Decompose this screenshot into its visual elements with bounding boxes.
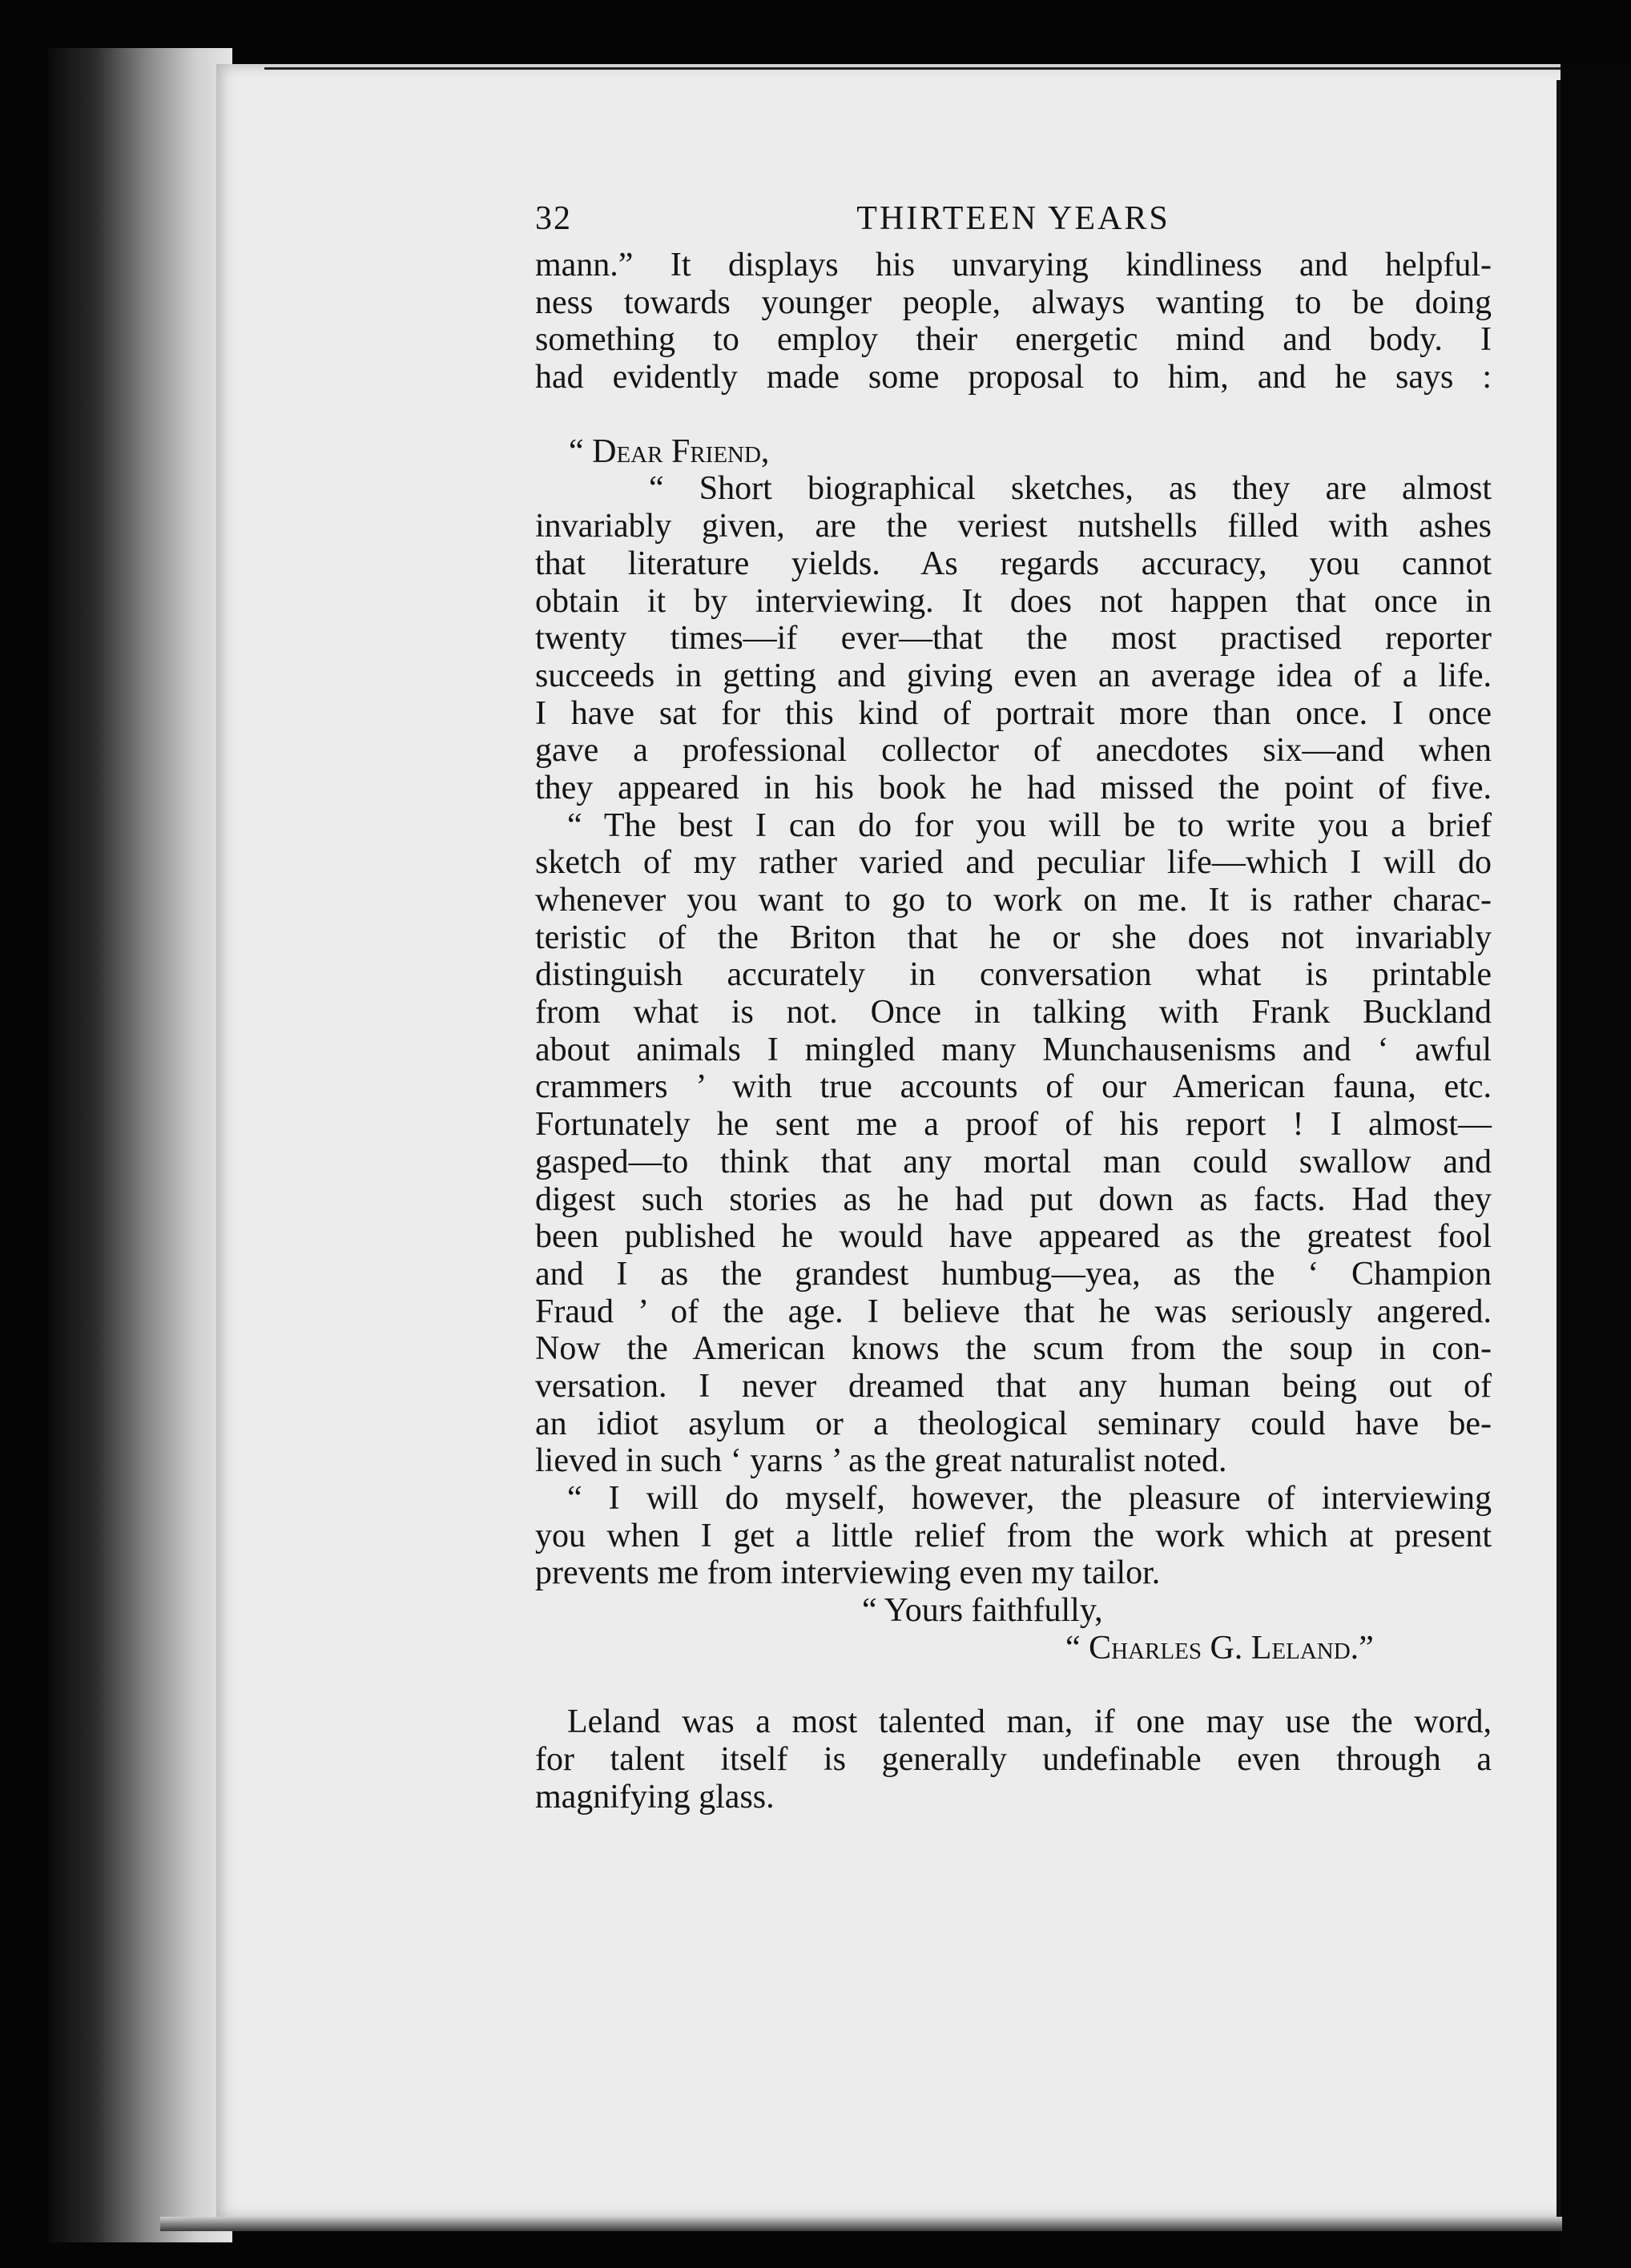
text-line: they appeared in his book he had missed the point of five. [535,769,1492,806]
text-line: Fraud ’ of the age. I believe that he was seriously angered. [535,1293,1492,1330]
letter-paragraph-2 [535,807,1492,1480]
letter-signature: “ Charles G. Leland.” [1065,1629,1374,1667]
text-line: and I as the grandest humbug—yea, as the ‘ Champion [535,1255,1492,1293]
page-top-edge [264,67,1586,70]
text-line: “ Short biographical sketches, as they are almost [649,470,1492,508]
text-line: mann.” It displays his unvarying kindliness and helpful- [535,247,1492,284]
text-line: versation. I never dreamed that any human being out of [535,1367,1492,1405]
text-line: been published he would have appeared as the greatest fool [535,1218,1492,1256]
page-right-edge [1556,80,1561,2226]
text-line: twenty times—if ever—that the most practised reporter [535,620,1492,657]
text-line: invariably given, are the veriest nutshells filled with ashes [535,508,1492,545]
text-line: magnifying glass. [535,1778,775,1816]
page-number: 32 [535,200,572,237]
text-line: obtain it by interviewing. It does not happen that once in [535,582,1492,620]
text-line: gave a professional collector of anecdotes six—and when [535,732,1492,770]
page-bottom-edge [160,2217,1562,2231]
text-line: you when I get a little relief from the work which at present [535,1517,1492,1554]
text-line: distinguish accurately in conversation what is printable [535,956,1492,994]
right-scan-margin [1561,64,1631,2268]
text-line: teristic of the Briton that he or she does not invariably [535,919,1492,956]
text-line: Fortunately he sent me a proof of his report ! I almost— [535,1106,1492,1144]
text-line: prevents me from interviewing even my tailor. [535,1554,1161,1592]
paragraph-intro [535,247,1492,396]
text-line: I have sat for this kind of portrait more than once. I once [535,694,1492,732]
text-line: succeeds in getting and giving even an average idea of a life. [535,657,1492,694]
letter-closing: “ Yours faithfully, [862,1592,1103,1630]
text-line: whenever you want to go to work on me. It is rather charac- [535,882,1492,919]
text-line: something to employ their energetic mind and body. I [535,321,1492,359]
book-binding-edge [48,48,232,2242]
text-line: digest such stories as he had put down as facts. Had they [535,1180,1492,1218]
text-line: Now the American knows the scum from the soup in con- [535,1330,1492,1368]
letter-paragraph-1 [535,470,1492,806]
letter-salutation: “ Dear Friend, [569,432,770,470]
text-line: crammers ’ with true accounts of our American fauna, etc. [535,1068,1492,1106]
text-line: that literature yields. As regards accuracy, you cannot [535,545,1492,582]
page-text [535,200,1492,1816]
text-line: for talent itself is generally undefinable even through a [535,1741,1492,1779]
text-line: “ The best I can do for you will be to write you a brief [567,806,1492,844]
text-line: an idiot asylum or a theological seminary could have be- [535,1405,1492,1442]
letter-paragraph-3 [535,1480,1492,1592]
text-line: Leland was a most talented man, if one may use the word, [567,1703,1492,1741]
text-line: from what is not. Once in talking with Frank Buckland [535,994,1492,1031]
text-line: “ I will do myself, however, the pleasure of interviewing [567,1480,1492,1517]
text-line: gasped—to think that any mortal man could swallow and [535,1143,1492,1180]
text-line: had evidently made some proposal to him, and he says : [535,359,1492,396]
text-line: lieved in such ‘ yarns ’ as the great naturalist noted. [535,1442,1227,1480]
text-line: ness towards younger people, always wanting to be doing [535,284,1492,321]
text-line: about animals I mingled many Munchausenisms and ‘ awful [535,1031,1492,1068]
paragraph-conclusion [535,1703,1492,1816]
running-head [535,200,1492,247]
text-line: sketch of my rather varied and peculiar life—which I will do [535,844,1492,882]
running-head-title: THIRTEEN YEARS [856,200,1170,237]
